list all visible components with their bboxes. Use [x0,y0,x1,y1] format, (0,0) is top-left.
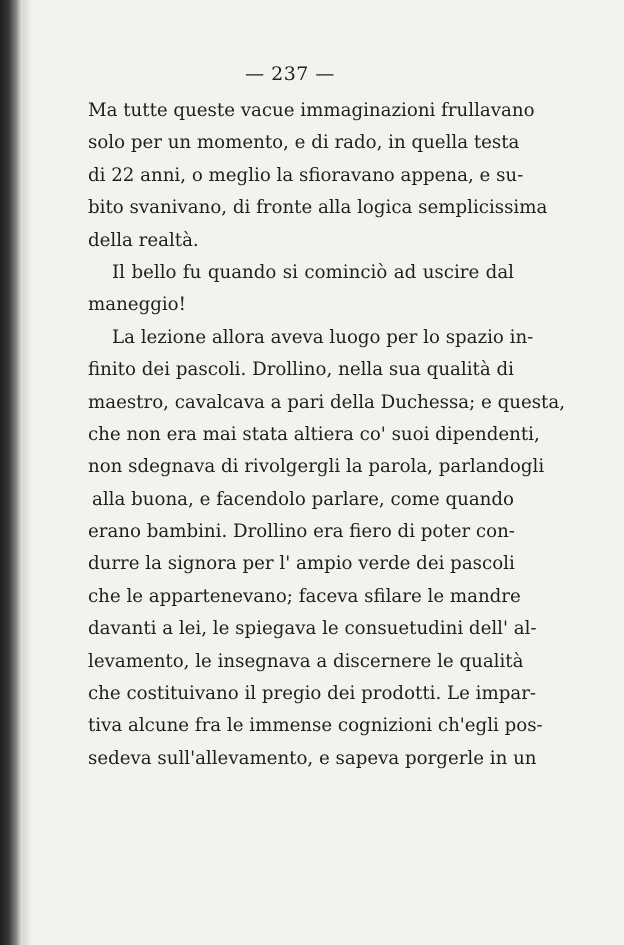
body-text [88,95,565,775]
book-spine-edge [0,0,22,945]
text-line: che le appartenevano; faceva sfilare le mandre [88,585,521,607]
text-line: bito svanivano, di fronte alla logica semplicissima [88,197,548,219]
gutter-shadow [22,0,32,945]
text-line: maestro, cavalcava a pari della Duchessa; e questa, [88,391,565,413]
text-line: solo per un momento, e di rado, in quella testa [88,132,520,154]
text-line: La lezione allora aveva luogo per lo spazio in- [112,326,534,348]
text-line: Ma tutte queste vacue immaginazioni frullavano [88,100,535,121]
text-line: finito dei pascoli. Drollino, nella sua qualità di [88,359,514,381]
text-line: erano bambini. Drollino era fiero di poter con- [88,521,515,543]
text-line: sedeva sull'allevamento, e sapeva porgerle in un [88,747,537,769]
text-line: della realtà. [88,229,199,251]
text-line: durre la signora per l' ampio verde dei pascoli [88,553,515,575]
text-line: alla buona, e facendolo parlare, come quando [92,488,514,510]
text-line: che costituivano il pregio dei prodotti. Le impar- [88,683,537,705]
text-line: tiva alcune fra le immense cognizioni ch'egli pos- [88,715,543,737]
text-line: maneggio! [88,294,186,316]
text-line: che non era mai stata altiera co' suoi dipendenti, [88,423,540,445]
page-number: — 237 — [245,63,335,85]
text-line: levamento, le insegnava a discernere le qualità [88,650,524,672]
text-line: di 22 anni, o meglio la sfioravano appena, e su- [88,164,524,186]
text-line: non sdegnava di rivolgergli la parola, parlandogli [88,456,545,478]
text-line: davanti a lei, le spiegava le consuetudini dell' al- [88,618,537,640]
text-line: Il bello fu quando si cominciò ad uscire dal [112,261,514,283]
